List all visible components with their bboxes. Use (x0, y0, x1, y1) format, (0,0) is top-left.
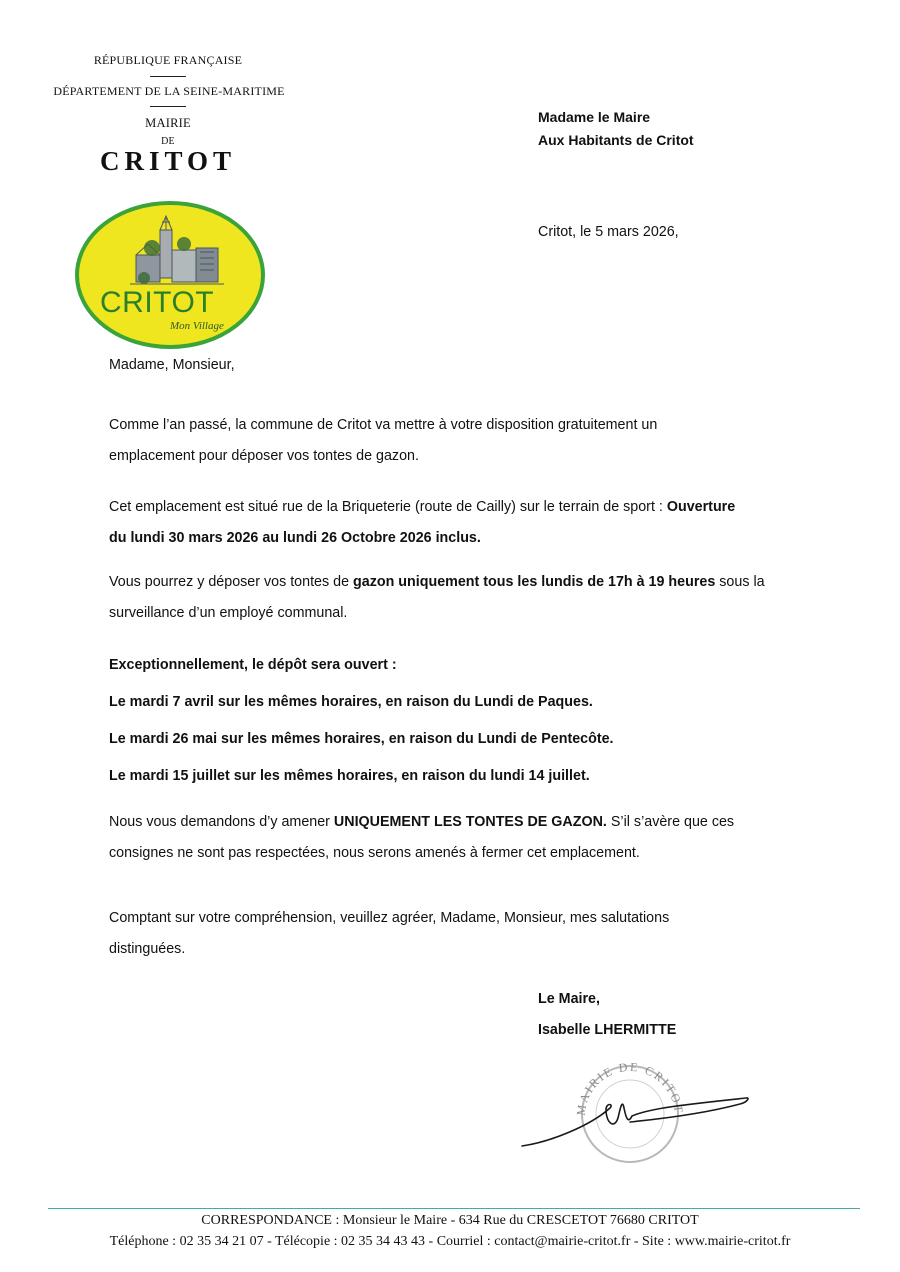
header-divider (150, 106, 186, 107)
paragraph-line: emplacement pour déposer vos tontes de gazon. (109, 448, 419, 464)
town-name: CRITOT (99, 146, 237, 176)
paragraph-1 (109, 410, 809, 472)
paragraph-text: Cet emplacement est situé rue de la Briqueterie (route de Cailly) sur le terrain de sport : (109, 499, 663, 515)
mairie-label: MAIRIE (145, 116, 191, 130)
exceptions-title: Exceptionnellement, le dépôt sera ouvert : (109, 657, 397, 673)
de-label: DE (161, 136, 175, 147)
paragraph-text: sous la (719, 574, 765, 590)
stamp-and-signature-graphic (510, 1058, 760, 1168)
signature-stamp (510, 1058, 760, 1168)
exception-item: Le mardi 15 juillet sur les mêmes horaires, en raison du lundi 14 juillet. (109, 768, 590, 784)
signature-name: Isabelle LHERMITTE (538, 1022, 677, 1038)
paragraph-text: Nous vous demandons d’y amener (109, 814, 330, 830)
opening-label: Ouverture (666, 499, 736, 515)
footer-divider (48, 1208, 860, 1209)
exception-item: Le mardi 26 mai sur les mêmes horaires, en raison du Lundi de Pentecôte. (109, 731, 614, 747)
paragraph-2 (109, 492, 809, 554)
signature-title: Le Maire, (538, 991, 600, 1007)
header-divider (150, 76, 186, 77)
svg-text:MAIRIE DE CRITOT (574, 1060, 686, 1117)
stamp-text: MAIRIE DE CRITOT (573, 1059, 687, 1117)
department-label: DÉPARTEMENT DE LA SEINE-MARITIME (53, 84, 285, 98)
paragraph-4 (109, 807, 809, 869)
paragraph-line: distinguées. (109, 941, 186, 957)
paragraph-text: Vous pourrez y déposer vos tontes de (109, 574, 350, 590)
paragraph-5 (109, 903, 809, 965)
signature-block (538, 984, 676, 1046)
paragraph-line: Comptant sur votre compréhension, veuillez agréer, Madame, Monsieur, mes salutations (109, 910, 670, 926)
letter-date: Critot, le 5 mars 2026, (538, 224, 679, 240)
paragraph-line: consignes ne sont pas respectées, nous serons amenés à fermer cet emplacement. (109, 845, 640, 861)
paragraph-3 (109, 567, 809, 629)
paragraph-line: surveillance d’un employé communal. (109, 605, 348, 621)
opening-hours: gazon uniquement tous les lundis de 17h à 19 heures (353, 574, 716, 590)
town-logo (74, 200, 266, 350)
footer-address: CORRESPONDANCE : Monsieur le Maire - 634 Rue du CRESCETOT 76680 CRITOT (201, 1213, 699, 1228)
logo-tagline: Mon Village (170, 320, 224, 332)
exceptions-block (109, 647, 809, 795)
emphasis-text: UNIQUEMENT LES TONTES DE GAZON. (333, 814, 607, 830)
recipient-line-1: Madame le Maire (538, 109, 651, 125)
recipient-block (538, 106, 694, 152)
opening-dates: du lundi 30 mars 2026 au lundi 26 Octobre 2026 inclus. (109, 530, 481, 546)
republic-label: RÉPUBLIQUE FRANÇAISE (93, 53, 243, 67)
paragraph-text: S’il s’avère que ces (610, 814, 735, 830)
exception-item: Le mardi 7 avril sur les mêmes horaires, en raison du Lundi de Paques. (109, 694, 593, 710)
recipient-line-2: Aux Habitants de Critot (538, 132, 694, 148)
salutation: Madame, Monsieur, (109, 357, 235, 373)
logo-town-name: CRITOT (100, 286, 215, 319)
paragraph-line: Comme l’an passé, la commune de Critot va mettre à votre disposition gratuitement un (109, 417, 658, 433)
footer-contact: Téléphone : 02 35 34 21 07 - Télécopie : 02 35 34 43 43 - Courriel : contact@mairie-critot.fr - Site : www.mairie-critot.fr (109, 1234, 791, 1249)
